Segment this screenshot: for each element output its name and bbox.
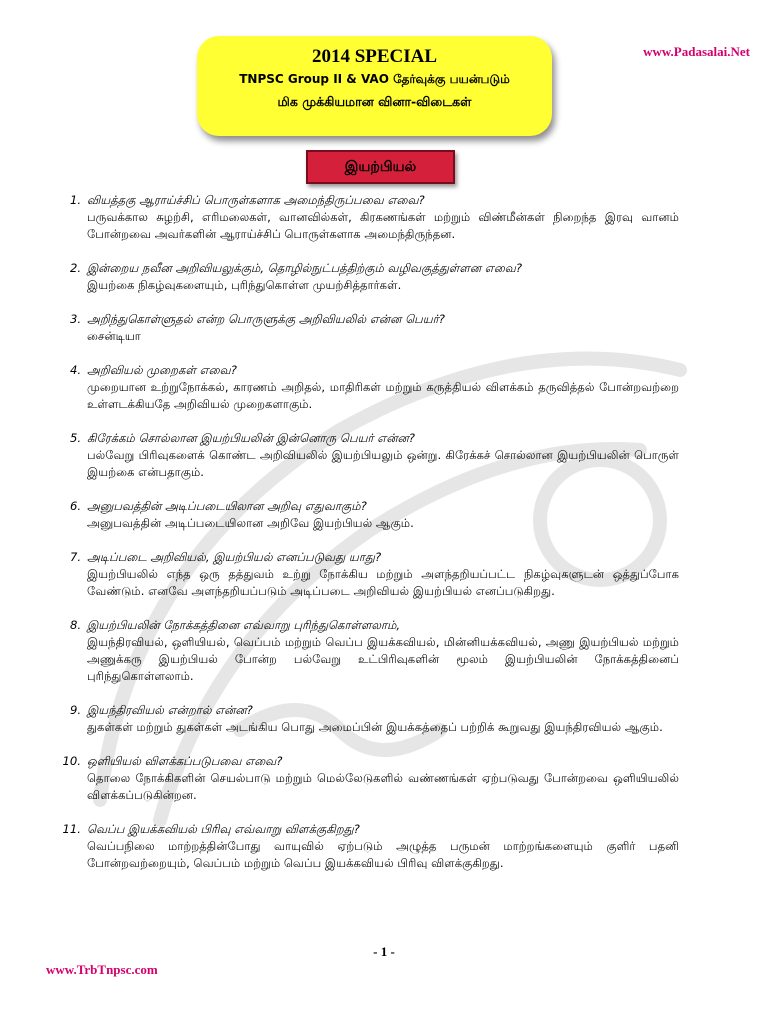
answer-text: பருவக்கால சுழற்சி, எரிமலைகள், வானவில்கள், கிரகணங்கள் மற்றும் விண்மீன்கள் நிறைந்த இரவு வானம் போன்றவை அவர்களின் ஆராய்ச்சிப் பொருள்களாக அமைந்திருந்தன.	[87, 210, 679, 241]
qa-item	[69, 362, 679, 413]
qa-item	[69, 311, 679, 345]
page-number: - 1 -	[373, 944, 395, 959]
question-text: அடிப்படை அறிவியல், இயற்பியல் எனப்படுவது யாது?	[87, 550, 382, 564]
banner-tagline: மிக முக்கியமான வினா-விடைகள்	[277, 94, 472, 109]
title-banner	[197, 36, 552, 136]
question-text: இயந்திரவியல் என்றால் என்ன?	[87, 703, 253, 717]
question-number: 8.	[69, 618, 81, 632]
question-number: 3.	[69, 312, 81, 326]
question-text: கிரேக்கம் சொல்லான இயற்பியலின் இன்னொரு பெயர் என்ன?	[87, 431, 415, 445]
question-number: 7.	[69, 550, 81, 564]
answer-text: அனுபவத்தின் அடிப்படையிலான அறிவே இயற்பியல் ஆகும்.	[87, 516, 414, 530]
subject-heading: இயற்பியல்	[306, 150, 455, 184]
qa-item	[69, 192, 679, 243]
question-number: 1.	[69, 193, 81, 207]
question-text: வியத்தகு ஆராய்ச்சிப் பொருள்களாக அமைந்திருப்பவை எவை?	[87, 193, 425, 207]
answer-text: துகள்கள் மற்றும் துகள்கள் அடங்கிய பொது அமைப்பின் இயக்கத்தைப் பற்றிக் கூறுவது இயந்திரவியல் ஆகும்.	[87, 720, 663, 734]
answer-text: வெப்பநிலை மாற்றத்தின்போது வாயுவில் ஏற்படும் அழுத்த பருமன் மாற்றங்களையும் குளிர் பதனி போன்றவற்றையும், வெப்பம் மற்றும் வெப்ப இயக்கவியல் பிரிவு விளக்குகிறது.	[87, 839, 679, 870]
question-text: அனுபவத்தின் அடிப்படையிலான அறிவு எதுவாகும்?	[87, 499, 367, 513]
qa-item	[62, 821, 679, 872]
qa-item	[69, 260, 679, 294]
qa-item	[69, 617, 679, 685]
qa-item	[69, 702, 679, 736]
question-number: 11.	[62, 822, 81, 836]
footer-site-link[interactable]: www.TrbTnpsc.com	[46, 962, 158, 977]
banner-subtitle: TNPSC Group II & VAO தேர்வுக்கு பயன்படும்	[239, 72, 510, 86]
answer-text: சைன்டியா	[87, 329, 141, 343]
banner-title: 2014 SPECIAL	[311, 46, 438, 67]
question-number: 2.	[69, 261, 81, 275]
question-text: இன்றைய நவீன அறிவியலுக்கும், தொழில்நுட்பத்திற்கும் வழிவகுத்துள்ளன எவை?	[87, 261, 523, 275]
answer-text: தொலை நோக்கிகளின் செயல்பாடு மற்றும் மெல்லேடுகளில் வண்ணங்கள் ஏற்படுவது போன்றவை ஒளியியலில் விளக்கப்படுகின்றன.	[87, 771, 679, 802]
answer-text: இயந்திரவியல், ஒளியியல், வெப்பம் மற்றும் வெப்ப இயக்கவியல், மின்னியக்கவியல், அணு இயற்பியல் மற்றும் அணுக்கரு இயற்பியல் போன்ற பல்வேறு உட்பிரிவுகளின் மூலம் இயற்பியலின் நோக்கத்தினைப் புரிந்துகொள்ளலாம்.	[87, 635, 679, 683]
answer-text: முறையான உற்றுநோக்கல், காரணம் அறிதல், மாதிரிகள் மற்றும் கருத்தியல் விளக்கம் தருவித்தல் போன்றவற்றை உள்ளடக்கியதே அறிவியல் முறைகளாகும்.	[87, 380, 679, 411]
question-number: 9.	[69, 703, 81, 717]
header-site-link[interactable]: www.Padasalai.Net	[643, 44, 750, 59]
question-number: 4.	[69, 363, 81, 377]
answer-text: இயற்கை நிகழ்வுகளையும், புரிந்துகொள்ள முயற்சித்தார்கள்.	[87, 278, 402, 292]
question-text: ஒளியியல் விளக்கப்படுபவை எவை?	[87, 754, 283, 768]
question-text: அறிந்துகொள்ளுதல் என்ற பொருளுக்கு அறிவியலில் என்ன பெயர்?	[87, 312, 445, 326]
question-text: வெப்ப இயக்கவியல் பிரிவு எவ்வாறு விளக்குகிறது?	[87, 822, 360, 836]
qa-item	[69, 549, 679, 600]
qa-item	[69, 498, 679, 532]
question-text: அறிவியல் முறைகள் எவை?	[87, 363, 237, 377]
answer-text: இயற்பியலில் எந்த ஒரு தத்துவம் உற்று நோக்கிய மற்றும் அளந்தறியப்பட்ட நிகழ்வுகளுடன் ஒத்துப்போக வேண்டும். எனவே அளந்தறியப்படும் அடிப்படை அறிவியல் இயற்பியல் எனப்படுகிறது.	[87, 567, 679, 598]
question-number: 10.	[62, 754, 81, 768]
qa-item	[62, 753, 679, 804]
question-answer-list	[62, 192, 679, 872]
question-text: இயற்பியலின் நோக்கத்தினை எவ்வாறு புரிந்துகொள்ளலாம்,	[87, 618, 401, 632]
answer-text: பல்வேறு பிரிவுகளைக் கொண்ட அறிவியலில் இயற்பியலும் ஒன்று. கிரேக்கச் சொல்லான இயற்பியலின் பொருள் இயற்கை என்பதாகும்.	[87, 448, 679, 479]
question-number: 5.	[69, 431, 81, 445]
question-number: 6.	[69, 499, 81, 513]
qa-item	[69, 430, 679, 481]
